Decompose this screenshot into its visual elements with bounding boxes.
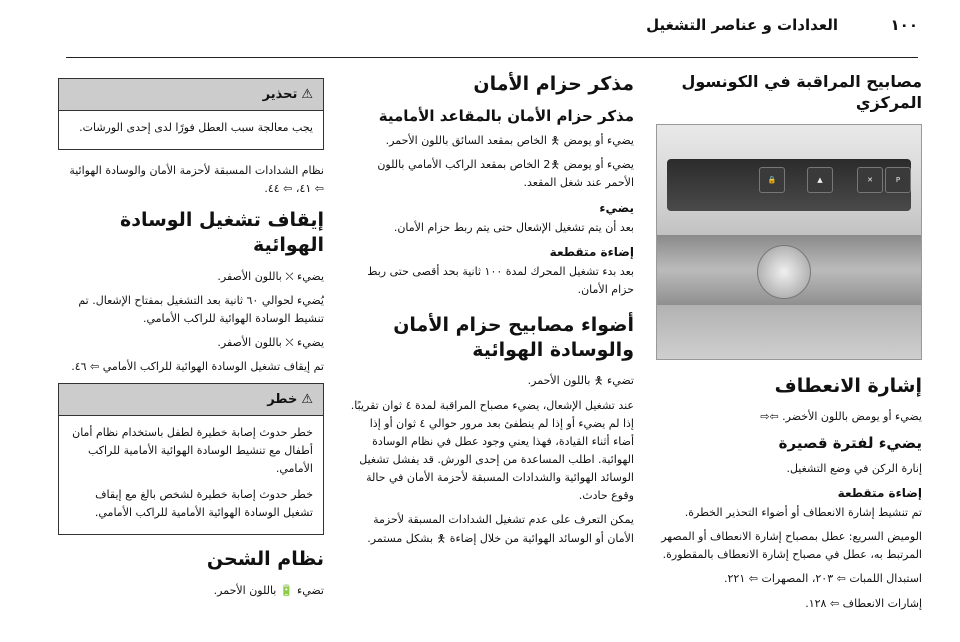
middle-column — [350, 72, 634, 554]
header-rule — [66, 57, 918, 58]
seatbelt-blinking-title: إضاءة متقطعة — [549, 244, 634, 259]
turn-signal-text: يضيء أو يومض باللون الأخضر. ⇦⇨ — [760, 410, 922, 424]
caution-title: تحذير — [262, 87, 298, 102]
danger-title: خطر — [267, 391, 298, 407]
airbag-off-text-4: تم إيقاف تشغيل الوسادة الهوائية للراكب الأمامي ⇦ ٤٦. — [71, 360, 324, 374]
seatbelt-front-title: مذكر حزام الأمان بالمقاعد الأمامية — [378, 106, 634, 125]
console-knob — [757, 245, 811, 299]
warning-triangle-icon: ⚠ — [301, 87, 313, 102]
page-title: العدادات و عناصر التشغيل — [646, 16, 838, 34]
airbag-off-text-3: يضيء ⛌ باللون الأصفر. — [217, 336, 324, 350]
caution-box — [58, 78, 324, 150]
lights-title: يضيء — [599, 200, 634, 215]
center-console-photo — [656, 124, 922, 360]
airbag-text-1: تضيء 🯅 باللون الأحمر. — [527, 374, 634, 388]
airbag-text-2: عند تشغيل الإشعال، يضيء مصباح المراقبة لمدة ٤ ثوان تقريبًا. إذا لم يضيء أو إذا لم ينطفئ بعد مرور حوالي ٤ ثوان أو إذا أضاء أثناء القيادة، فهذا يعني وجود عطل في نظام الوسادة الهوائية. اطلب المساعدة من إحدى الورش. قد يفشل تشغيل الوسائد الهوائية والشدادات المسبقة لأحزمة الأمان في حالة وقوع حادث. — [350, 398, 634, 503]
park-assist-button-icon: P — [885, 167, 911, 193]
hazard-button-icon: ▲ — [807, 167, 833, 193]
caution-box-title — [59, 79, 323, 111]
blinking-text-2: الوميض السريع: عطل بمصباح إشارة الانعطاف أو المصهر المرتبط به، عطل في مصباح إشارة الانعطاف بالمقطورة. — [661, 530, 922, 562]
seatbelt-reminder-title: مذكر حزام الأمان — [473, 73, 634, 95]
page-number: ١٠٠ — [890, 16, 918, 34]
left-column — [58, 72, 324, 606]
section-title-console-lights: مصابيح المراقبة في الكونسول المركزي — [681, 72, 922, 112]
airbag-off-text-1: يضيء ⛌ باللون الأصفر. — [217, 269, 324, 283]
lock-button-icon: 🔒 — [759, 167, 785, 193]
blinking-title: إضاءة متقطعة — [837, 486, 922, 501]
lights-text: بعد أن يتم تشغيل الإشعال حتى يتم ربط حزام الأمان. — [393, 220, 634, 234]
airbag-system-ref: نظام الشدادات المسبقة لأحزمة الأمان والوسادة الهوائية ⇦ ٤١، ⇦ ٤٤. — [69, 164, 324, 196]
danger-box-body — [59, 416, 323, 535]
caution-box-body — [59, 111, 323, 149]
airbag-off-text-2: يُضيء لحوالي ٦٠ ثانية بعد التشغيل بمفتاح الإشعال. تم تنشيط الوسادة الهوائية للراكب الأمامي. — [78, 293, 324, 326]
danger-box — [58, 383, 324, 536]
airbag-text-3: يمكن التعرف على عدم تشغيل الشدادات المسبقة لأحزمة الأمان أو الوسائد الهوائية من خلال إضاءة 🯅 بشكل مستمر. — [367, 513, 634, 545]
danger-text-1: خطر حدوث إصابة خطيرة لطفل باستخدام نظام أمان أطفال مع تنشيط الوسادة الهوائية الأمامية للراكب الأمامي. — [72, 425, 313, 475]
short-light-title: يضيء لفترة قصيرة — [778, 434, 922, 453]
warning-triangle-icon: ⚠ — [301, 391, 313, 407]
charging-system-text: تضيء 🔋 باللون الأحمر. — [213, 583, 324, 597]
airbag-off-title: إيقاف تشغيل الوسادة الهوائية — [119, 209, 324, 257]
charging-system-title: نظام الشحن — [206, 548, 324, 571]
caution-text: يجب معالجة سبب العطل فورًا لدى إحدى الورشات. — [79, 121, 313, 134]
turn-signal-title: إشارة الانعطاف — [774, 374, 922, 397]
page-header — [66, 14, 918, 44]
danger-box-title — [59, 384, 323, 416]
turn-signal-ref-1: استبدال اللمبات ⇦ ٢٠٣، المصهرات ⇦ ٢٢١. — [724, 572, 922, 586]
seatbelt-blinking-text: بعد بدء تشغيل المحرك لمدة ١٠٠ ثانية بحد أقصى حتى ربط حزام الأمان. — [367, 264, 634, 296]
blinking-text-1: تم تنشيط إشارة الانعطاف أو أضواء التحذير الخطرة. — [684, 506, 922, 520]
seatbelt-text-2: يضيء أو يومض 🯅2 الخاص بمقعد الراكب الأمامي باللون الأحمر عند شغل المقعد. — [377, 158, 634, 190]
right-column — [658, 72, 922, 619]
esp-off-button-icon: ✕ — [857, 167, 883, 193]
danger-text-2: خطر حدوث إصابة خطيرة لشخص بالغ مع إيقاف تشغيل الوسادة الهوائية الأمامية للراكب الأمامي. — [94, 487, 313, 520]
airbag-lights-title: أضواء مصابيح حزام الأمان والوسادة الهوائية — [393, 314, 634, 361]
turn-signal-ref-2: إشارات الانعطاف ⇦ ١٢٨. — [805, 596, 922, 610]
short-light-text: إنارة الركن في وضع التشغيل. — [786, 461, 922, 475]
seatbelt-text-1: يضيء أو يومض 🯅 الخاص بمقعد السائق باللون الأحمر. — [385, 134, 634, 148]
